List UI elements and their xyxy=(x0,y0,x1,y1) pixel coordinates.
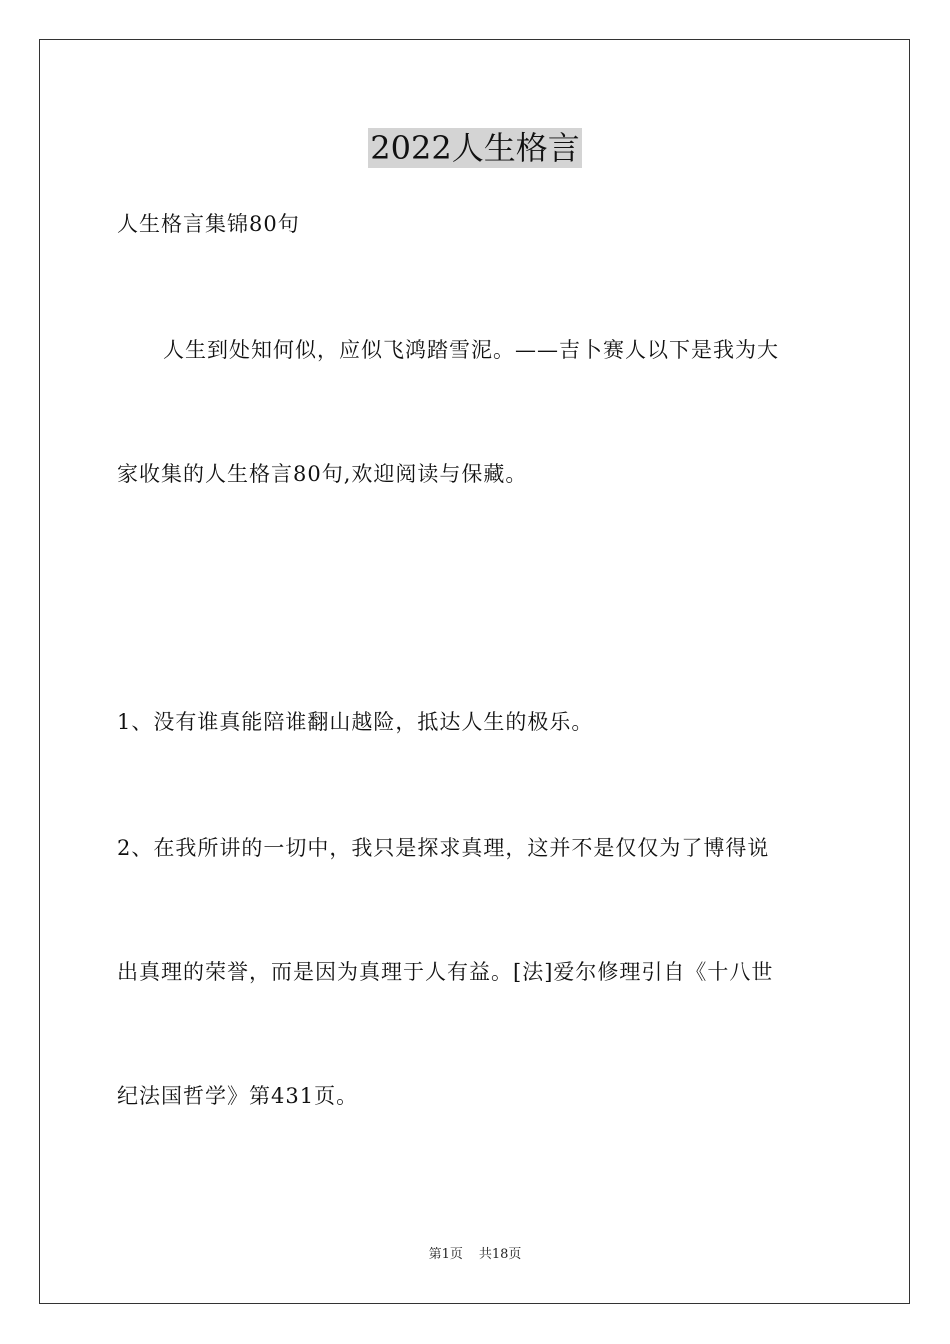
page-total: 共18页 xyxy=(478,1247,522,1262)
quote-item-2-line-3: 纪法国哲学》第431页。 xyxy=(117,1084,359,1108)
intro-paragraph-line-1: 人生到处知何似，应似飞鸿踏雪泥。——吉卜赛人以下是我为大 xyxy=(163,338,779,362)
quote-item-2-line-1: 2、在我所讲的一切中，我只是探求真理，这并不是仅仅为了博得说 xyxy=(117,836,770,860)
quote-item-1: 1、没有谁真能陪谁翻山越险，抵达人生的极乐。 xyxy=(117,710,594,734)
document-title: 2022人生格言 xyxy=(370,129,580,167)
intro-paragraph-line-2: 家收集的人生格言80句,欢迎阅读与保藏。 xyxy=(117,462,528,486)
document-subtitle: 人生格言集锦80句 xyxy=(117,212,300,236)
title-container xyxy=(0,128,950,168)
page-footer xyxy=(0,1246,950,1264)
page-number: 第1页 xyxy=(428,1247,463,1262)
quote-item-2-line-2: 出真理的荣誉，而是因为真理于人有益。[法]爱尔修理引自《十八世 xyxy=(117,960,774,984)
